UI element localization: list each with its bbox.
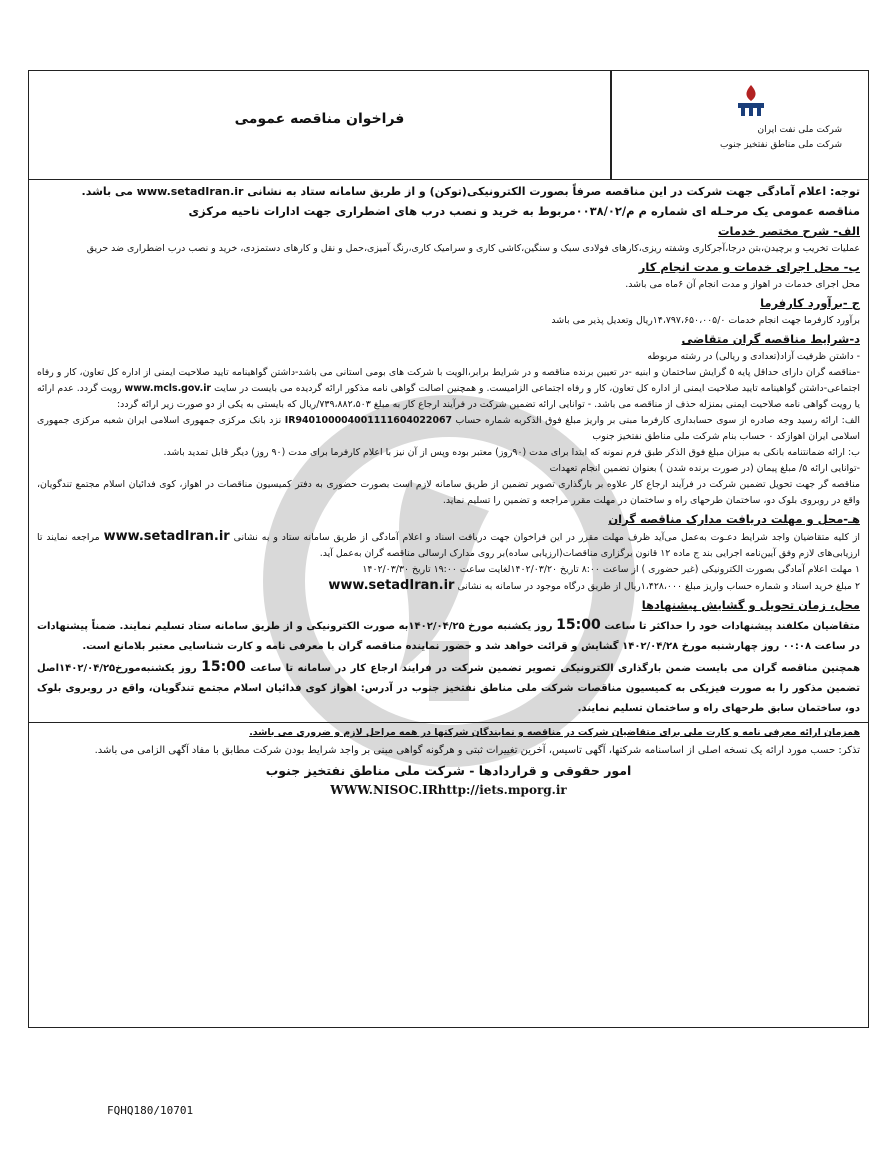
mcls-link[interactable]: www.mcls.gov.ir <box>124 383 212 394</box>
footer-links[interactable]: WWW.NISOC.IRhttp://iets.mporg.ir <box>330 783 567 797</box>
section-v-p2-text: همچنین مناقصه گران می بایست ضمن بارگذاری الکترونیکی تصویر تضمین شرکت در فرایند ارجاع کار در سامانه تا ساعت <box>250 663 861 674</box>
section-d-tavanaii: -توانایی ارائه ۵/ مبلغ پیمان (در صورت برنده شدن ) بعنوان تضمین انجام تعهدات <box>549 463 860 474</box>
section-d-line2b-text: رویت گردد. عدم ارائه یا رویت گواهی نامه صلاحیت ایمنی بمنزله حذف از مناقصه می باشد. - توانایی ارائه تضمین شرکت در فرآیند ارجاع کار به مبلغ ۷۳۹،۸۸۲،۵۰۳/ریال که بایستی به یکی از دو صورت زیر ارائه گردد: <box>37 383 860 410</box>
section-h-item2 <box>37 578 860 595</box>
section-d-be: ب: ارائه ضمانتنامه بانکی به میزان مبلغ فوق الذکر طبق فرم نمونه که ابتدا برای مدت (۹۰روز) معتبر بوده وپس از آن نیز با اعلام کارفرما برای مدت (۹۰ روز) دیگر قابل تمدید باشد. <box>163 447 860 458</box>
section-b-text: محل اجرای خدمات در اهواز و مدت انجام آن ۶ماه می باشد. <box>625 279 860 290</box>
section-v-p1-text: متقاضیان مکلفند پیشنهادات خود را حداکثر تا ساعت <box>604 621 860 632</box>
electronic-notice <box>37 183 860 201</box>
section-h-p1 <box>37 529 860 562</box>
nioc-logo-icon <box>734 83 768 117</box>
section-v-p1 <box>37 615 860 657</box>
section-d-alef-tail: نزد بانک مرکزی جمهوری اسلامی ایران شعبه مرکزی جمهوری اسلامی ایران اهوازکد ۰ حساب بنام شرکت ملی مناطق نفتخیز جنوب <box>37 415 860 442</box>
section-b-heading: ب- محل اجرای خدمات و مدت انجام کار <box>638 260 860 274</box>
issuing-department: امور حقوقی و قراردادها - شرکت ملی مناطق نفتخیز جنوب <box>265 763 632 778</box>
section-d-line1: - داشتن ظرفیت آزاد(تعدادی و ریالی) در رشته مربوطه <box>647 351 860 362</box>
section-d-delivery: مناقصه گر جهت تحویل تضمین شرکت در فرآیند ارجاع کار علاوه بر بارگذاری تصویر تضمین از طریق سامانه لازم است بصورت حضوری به دفتر کمیسیون مناقصات در اهواز، کوی فدائیان اسلام مجتمع تندگویان، واقع در روبروی بلوک دو، ساختمان طرحهای راه و ساختمان در مهلت مقرر مراجعه و تضمین را تسلیم نماید. <box>37 479 860 506</box>
company-logo-block <box>612 79 868 175</box>
section-a-heading: الف- شرح مختصر خدمات <box>717 224 860 238</box>
section-c-heading: ج -برآورد کارفرما <box>760 296 860 310</box>
section-d-heading: د-شرایط مناقصه گران متقاضی <box>681 332 860 346</box>
section-h-p1-text: از کلیه متقاضیان واجد شرایط دعـوت به‌عمل می‌آید ظرف مهلت مقرر در این فراخوان جهت دریافت اسناد و اعلام آمادگی از طریق سامانه ستاد و به نشانی <box>233 532 860 543</box>
section-d-line2 <box>37 365 860 413</box>
section-d-line2-text: -مناقصه گران دارای حداقل پایه ۵ گرایش ساختمان و ابنیه -در تعیین برنده مناقصه و در شرایط برابر،الویت با شرکت های بومی استانی می باشد-داشتن گواهینامه تایید صلاحیت ایمنی از اداره کل تعاون، کار و رفاه اجتماعی-داشتن گواهینامه تایید صلاحیت ایمنی از اداره کل تعاون، کار و رفاه اجتماعی الزامیست. و همچنین اصالت گواهی نامه مذکور ارائه گردیده می بایست در سایت <box>37 367 861 394</box>
notice-tail: می باشد. <box>81 185 133 198</box>
company-line-1: شرکت ملی نفت ایران <box>757 125 842 135</box>
section-c-text: برآورد کارفرما جهت انجام خدمات ۱۴،۷۹۷،۶۵۰،۰۰۵/۰ریال وتعدیل پذیر می باشد <box>551 315 860 326</box>
section-d-alef <box>37 413 860 445</box>
section-v-heading: محل، زمان تحویل و گشایش پیشنهادها <box>641 598 860 612</box>
setad-link[interactable]: www.setadIran.ir <box>136 185 244 198</box>
setad-link-3[interactable]: www.setadIran.ir <box>328 578 455 593</box>
document-body <box>37 183 860 799</box>
id-card-note: همزمان ارائه معرفی نامه و کارت ملی برای متقاضیان شرکت در مناقصه و نمایندگان شرکتها در همه مراحل لازم و ضروری می باشد. <box>249 727 860 738</box>
section-v-p2 <box>37 657 860 719</box>
section-d-alef-text: الف: ارائه رسید وجه صادره از سوی حسابداری کارفرما مبنی بر واریز مبلغ فوق الذکربه شماره حساب <box>455 415 860 426</box>
section-v-p1-tail: روز یکشنبه مورخ ۱۴۰۲/۰۴/۲۵به صورت الکترونیکی و از طریق سامانه ستاد تسلیم نمایند. ضمناً پیشنهادات در ساعت ۰۰:۰۸ روز چهارشنبه مورخ ۱۴۰۲/۰۴/۲۸ گشایش و قرائت خواهد شد و حضور نماینده مناقصه گران با معرفی نامه و کارت شناسایی معتبر بلامانع است. <box>37 621 860 652</box>
section-a-text: عملیات تخریب و برچیدن،بتن درجا،آجرکاری وشفته ریزی،کارهای فولادی سبک و سنگین،کاشی کاری و سرامیک کاری،رنگ آمیزی،حمل و نقل و کارهای دستمزدی، خرید و نصب درب اضطراری ضد حریق <box>86 243 860 254</box>
company-line-2: شرکت ملی مناطق نفتخیز جنوب <box>720 140 842 150</box>
deadline-time-1: 15:00 <box>556 617 601 633</box>
notice-text: توجه: اعلام آمادگی جهت شرکت در این مناقصه صرفاً بصورت الکترونیکی(توکن) و از طریق سامانه ستاد به نشانی <box>247 185 860 198</box>
section-v-p2-tail: روز یکشنبه‌مورخ۱۴۰۲/۰۴/۲۵اصل تضمین مذکور را به صورت فیزیکی به کمیسیون مناقصات شرکت ملی مناطق نفتخیز جنوب در آدرس: اهواز کوی فدائیان اسلام مجتمع تندگویان، واقع در روبروی بلوک دو، ساختمان سابق طرحهای راه و ساختمان تسلیم نمایند. <box>37 663 860 714</box>
section-h-heading: هـ-محل و مهلت دریافت مدارک مناقصه گران <box>608 512 860 526</box>
section-h-p1-tail: مراجعه نمایند تا ارزیابی‌های لازم وفق آیین‌نامه اجرایی بند ج ماده ۱۲ قانون برگزاری مناقصات(ارزیابی ساده)بر روی مدارک ارسالی مناقصه گران به‌عمل آید. <box>37 532 860 559</box>
tender-number: مناقصه عمومی یک مرحـله ای شماره م م/۰۰۳۸/۰۲مربوط به خرید و نصب درب های اضطراری جهت ادارات ناحیه مرکزی <box>188 204 860 218</box>
document-header <box>29 71 868 180</box>
section-h-item2-text: ۲ مبلغ خرید اسناد و شماره حساب واریز مبلغ ۱،۴۲۸،۰۰۰ریال از طریق درگاه موجود در سامانه به نشانی <box>457 581 860 592</box>
page-title: فراخوان مناقصه عمومی <box>234 111 405 127</box>
company-name <box>720 123 842 153</box>
section-h-item1: ۱ مهلت اعلام آمادگی بصورت الکترونیکی (غیر حضوری ) از ساعت ۸:۰۰ تاریخ ۱۴۰۲/۰۳/۲۰لغایت ساعت ۱۹:۰۰ تاریخ ۱۴۰۲/۰۳/۳۰ <box>362 564 860 575</box>
setad-link-2[interactable]: www.setadIran.ir <box>103 529 230 544</box>
iban-number: IR940100004001111604022067 <box>284 415 453 426</box>
tender-notice-sheet <box>28 70 869 1028</box>
section-divider <box>29 722 868 723</box>
document-code: FQHQ180/10701 <box>107 1104 194 1117</box>
deadline-time-2: 15:00 <box>201 659 246 675</box>
reminder-note: تذکر: حسب مورد ارائه یک نسخه اصلی از اساسنامه شرکتها، آگهی تاسیس، آخرین تغییرات ثبتی و هرگونه گواهی مبنی بر واجد شرایط بودن شرکت مطابق با مفاد آگهی الزامی می باشد. <box>94 745 860 756</box>
